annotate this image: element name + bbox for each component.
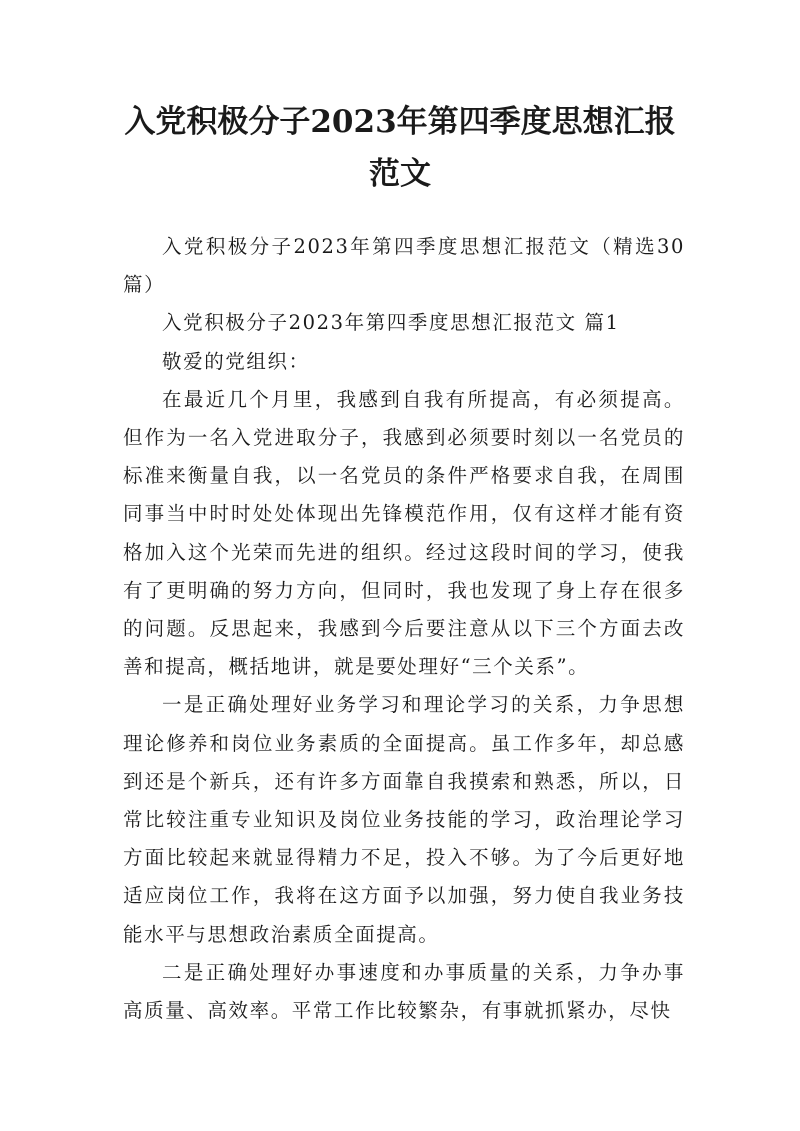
body-paragraph: 二是正确处理好办事速度和办事质量的关系，力争办事高质量、高效率。平常工作比较繁杂，有事就抓紧办，尽快: [123, 960, 685, 1023]
subtitle-paragraph: 入党积极分子2023年第四季度思想汇报范文（精选30篇）: [123, 235, 685, 297]
body-paragraph: 在最近几个月里，我感到自我有所提高，有必须提高。但作为一名入党进取分子，我感到必须要时刻以一名党员的标准来衡量自我，以一名党员的条件严格要求自我，在周围同事当中时时处处体现出先锋模范作用，仅有这样才能有资格加入这个光荣而先进的组织。经过这段时间的学习，使我有了更明确的努力方向，但同时，我也发现了身上存在很多的问题。反思起来，我感到今后要注意从以下三个方面去改善和提高，概括地讲，就是要处理好“三个关系”。: [123, 387, 685, 679]
document-body: [123, 228, 685, 1030]
salutation: 敬爱的党组织：: [162, 349, 310, 373]
body-paragraph: 一是正确处理好业务学习和理论学习的关系，力争思想理论修养和岗位业务素质的全面提高。虽工作多年，却总感到还是个新兵，还有许多方面靠自我摸索和熟悉，所以，日常比较注重专业知识及岗位业务技能的学习，政治理论学习方面比较起来就显得精力不足，投入不够。为了今后更好地适应岗位工作，我将在这方面予以加强，努力使自我业务技能水平与思想政治素质全面提高。: [123, 693, 685, 946]
document-title: 入党积极分子2023年第四季度思想汇报范文: [124, 104, 676, 192]
section-heading: 入党积极分子2023年第四季度思想汇报范文 篇1: [162, 311, 620, 335]
